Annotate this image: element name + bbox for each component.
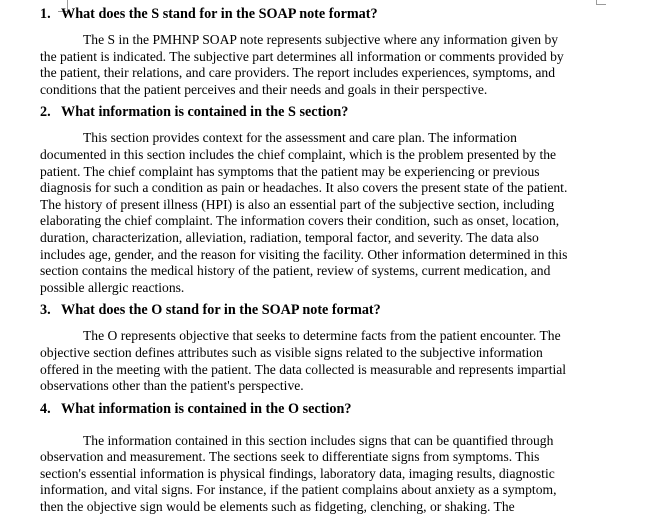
paragraph-line: duration, characterization, alleviation, radiation, temporal factor, and severity. The data also [40,229,539,245]
paragraph-line: observation and measurement. The sections seek to differentiate signs from symptoms. This [40,449,540,465]
question-text: What information is contained in the S section? [61,104,349,121]
question-number: 1. [40,6,51,22]
question-text: What does the S stand for in the SOAP note format? [61,6,378,22]
question-number: 2. [40,104,51,121]
question-heading [40,301,600,319]
paragraph-line: patient. The chief complaint has symptoms that the patient may be experiencing or previous [40,163,540,179]
paragraph-line: the patient is indicated. The subjective part determines all information or comments provided by [40,48,564,64]
paragraph-line: diagnosis for such a condition as pain or headaches. It also covers the present state of the patient. [40,180,568,196]
paragraph-line: elaborating the chief complaint. The information covers their condition, such as onset, location, [40,213,560,229]
paragraph-line: offered in the meeting with the patient. The data collected is measurable and represents impartial [40,361,567,377]
paragraph-line: the patient, their relations, and care providers. The report includes experiences, symptoms, and [40,65,556,81]
paragraph-line: documented in this section includes the chief complaint, which is the problem presented by the [40,146,557,162]
paragraph-line: includes age, gender, and the reason for visiting the facility. Other information determined in this [40,246,568,262]
paragraph-line: objective section defines attributes such as visible signs related to the subjective information [40,344,543,360]
question-heading [40,5,600,23]
question-text: What does the O stand for in the SOAP note format? [61,302,381,319]
paragraph-line: information, and vital signs. For instance, if the patient complains about anxiety as a symptom, [40,482,557,498]
answer-paragraph [40,130,600,296]
question-number: 3. [40,302,51,319]
paragraph-line: then the objective sign would be elements such as fidgeting, clenching, or shaking. The [40,499,515,515]
paragraph-line: The history of present illness (HPI) is also an essential part of the subjective section, including [40,196,555,212]
answer-paragraph [40,433,600,516]
paragraph-line: section contains the medical history of the patient, review of systems, current medication, and [40,263,551,279]
paragraph-line: The O represents objective that seeks to determine facts from the patient encounter. The [83,328,561,344]
question-heading [40,400,600,418]
document-body[interactable] [40,5,600,521]
paragraph-line: possible allergic reactions. [40,279,185,295]
paragraph-line: conditions that the patient perceives and their needs and goals in their perspective. [40,81,488,97]
answer-paragraph [40,32,600,98]
question-number: 4. [40,400,51,417]
paragraph-line: section's essential information is physical findings, laboratory data, imaging results, diagnostic [40,465,555,481]
answer-paragraph [40,328,600,394]
question-text: What information is contained in the O section? [61,400,352,417]
paragraph-line: The S in the PMHNP SOAP note represents subjective where any information given by [83,32,559,47]
paragraph-line: The information contained in this section includes signs that can be quantified through [83,432,554,448]
question-heading [40,103,600,121]
paragraph-line: observations other than the patient's perspective. [40,378,304,394]
paragraph-line: This section provides context for the assessment and care plan. The information [83,130,517,146]
